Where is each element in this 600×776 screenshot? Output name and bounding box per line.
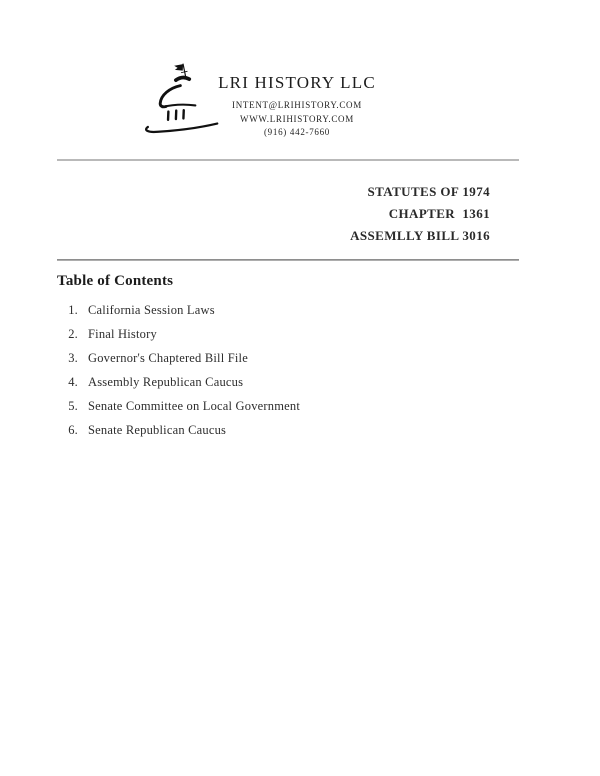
company-name: LRI HISTORY LLC (218, 73, 376, 92)
divider-top (57, 159, 519, 161)
toc-item-label: Governor's Chaptered Bill File (88, 351, 248, 365)
statutes-year-line: STATUTES OF 1974 (367, 184, 490, 199)
company-email: INTENT@LRIHISTORY.COM (232, 100, 362, 110)
toc-item-number: 3. (68, 351, 78, 365)
toc-item-number: 4. (68, 375, 78, 389)
toc-item-label: Senate Committee on Local Government (88, 399, 301, 413)
toc-item-california-session-laws (64, 303, 300, 327)
company-website: WWW.LRIHISTORY.COM (240, 113, 354, 124)
chapter-line: CHAPTER 1361 (388, 206, 490, 221)
toc-item-number: 5. (68, 399, 78, 413)
toc-item-number: 1. (68, 303, 78, 317)
toc-item-number: 2. (68, 327, 78, 341)
toc-item-label: Senate Republican Caucus (88, 423, 227, 437)
toc-item-final-history (64, 327, 300, 351)
toc-item-senate-republican-caucus (64, 423, 300, 447)
toc-item-assembly-republican-caucus (64, 375, 300, 399)
toc-item-label: Assembly Republican Caucus (88, 375, 244, 389)
toc-heading: Table of Contents (57, 273, 174, 289)
toc-list (64, 303, 300, 447)
company-header (217, 73, 377, 140)
toc-item-governors-chaptered-bill-file (64, 351, 300, 375)
toc-item-label: California Session Laws (88, 303, 215, 317)
capitol-dome-logo-icon (139, 60, 221, 142)
toc-item-number: 6. (68, 423, 78, 437)
toc-item-senate-committee-local-government (64, 399, 300, 423)
statute-reference (350, 181, 490, 247)
divider-bottom (57, 259, 519, 261)
company-phone: (916) 442-7660 (263, 127, 331, 137)
assembly-bill-line: ASSEMLLY BILL 3016 (350, 228, 490, 243)
toc-item-label: Final History (88, 327, 157, 341)
